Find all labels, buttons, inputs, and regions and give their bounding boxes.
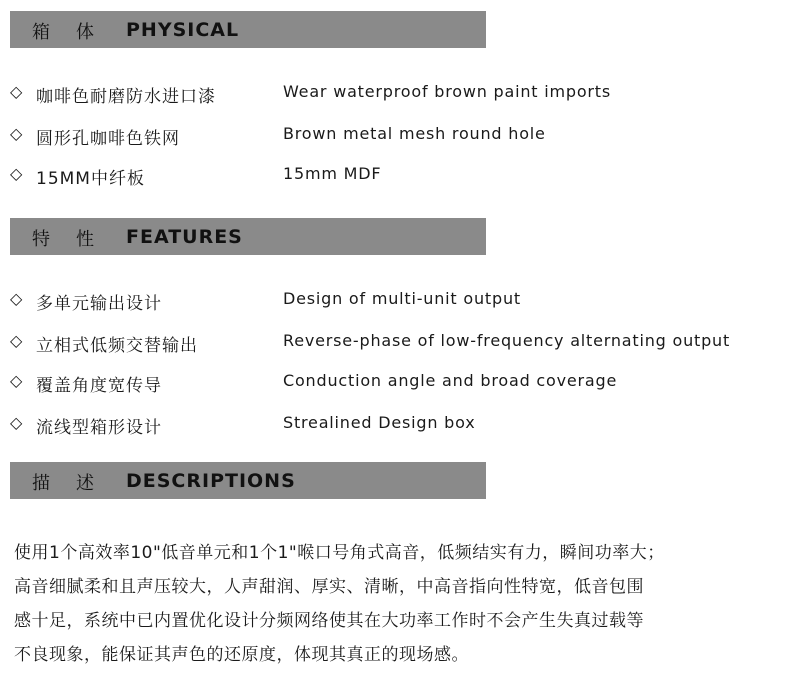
item-cn: 覆盖角度宽传导 [36,376,162,396]
diamond-bullet-icon: ◇ [10,413,23,432]
section-title-cn: 箱体 [32,22,120,43]
section-title-cn: 描述 [32,473,120,494]
diamond-bullet-icon: ◇ [10,82,23,101]
section-title-en: FEATURES [126,226,243,248]
description-line: 不良现象，能保证其声色的还原度，体现其真正的现场感。 [14,645,469,665]
description-text [14,536,784,672]
item-cn: 立相式低频交替输出 [36,336,198,356]
item-en: Brown metal mesh round hole [283,124,546,143]
item-cn: 圆形孔咖啡色铁网 [36,129,180,149]
description-line: 感十足，系统中已内置优化设计分频网络使其在大功率工作时不会产生失真过载等 [14,611,644,631]
description-line: 使用1个高效率10"低音单元和1个1"喉口号角式高音，低频结实有力，瞬间功率大； [14,543,665,563]
section-header-features [10,218,486,255]
item-cn: 咖啡色耐磨防水进口漆 [36,87,216,107]
section-title-en: DESCRIPTIONS [126,470,296,492]
item-en: Wear waterproof brown paint imports [283,82,612,101]
diamond-bullet-icon: ◇ [10,371,23,390]
description-line: 高音细腻柔和且声压较大，人声甜润、厚实、清晰，中高音指向性特宽，低音包围 [14,577,644,597]
diamond-bullet-icon: ◇ [10,124,23,143]
item-cn: 流线型箱形设计 [36,418,162,438]
item-en: Strealined Design box [283,413,476,432]
item-en: Conduction angle and broad coverage [283,371,618,390]
diamond-bullet-icon: ◇ [10,164,23,183]
section-title-cn: 特性 [32,229,120,250]
diamond-bullet-icon: ◇ [10,331,23,350]
item-en: Design of multi-unit output [283,289,521,308]
item-en: 15mm MDF [283,164,382,183]
section-header-descriptions [10,462,486,499]
item-en: Reverse-phase of low-frequency alternating output [283,331,731,350]
diamond-bullet-icon: ◇ [10,289,23,308]
item-cn: 15MM中纤板 [36,169,145,189]
item-cn: 多单元输出设计 [36,294,162,314]
section-title-en: PHYSICAL [126,19,240,41]
section-header-physical [10,11,486,48]
